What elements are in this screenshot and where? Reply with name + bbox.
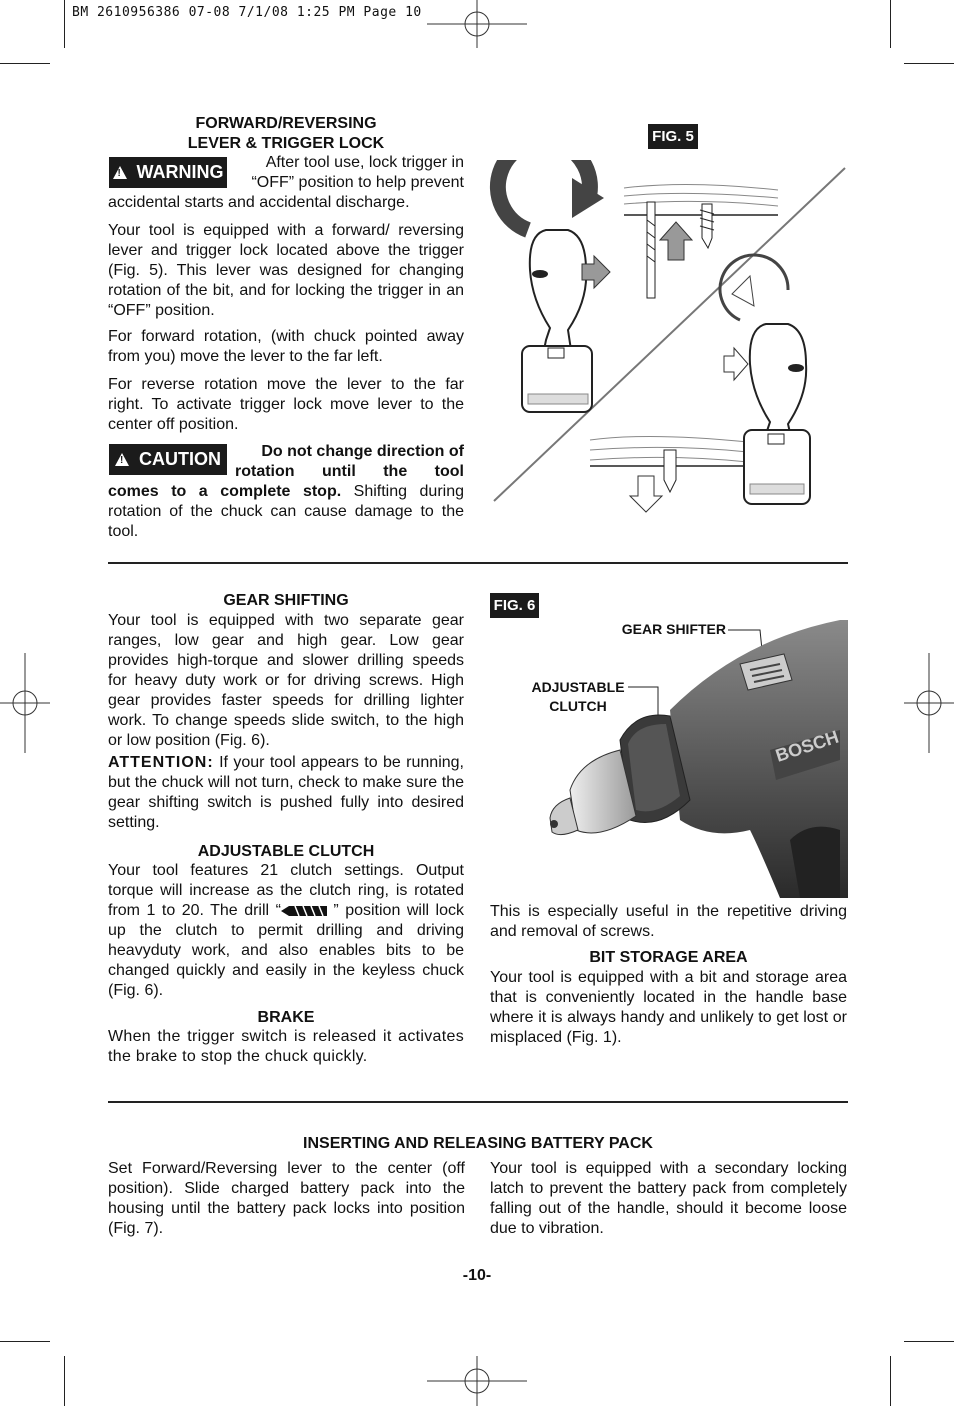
warning-line2: “OFF” position to help prevent — [251, 174, 464, 191]
drill-mode-icon — [281, 905, 327, 917]
gear-title: GEAR SHIFTING — [223, 592, 349, 609]
bit-storage-paragraph: Your tool is equipped with a bit and storage area that is conveniently located in the handle base where it is always handy and unlikely to get lost or misplaced (Fig. 1). — [490, 969, 847, 1046]
caution-triangle-icon: ! — [115, 453, 129, 466]
bosch-logo: BOSCH — [773, 726, 842, 766]
battery-right-paragraph: Your tool is equipped with a secondary locking latch to prevent the battery pack from completely falling out of the handle, should it become loose due to vibration. — [490, 1160, 847, 1237]
warning-line3: accidental starts and accidental discharge. — [108, 194, 410, 211]
caution-line1: Do not change direction of — [261, 443, 464, 460]
battery-left-paragraph: Set Forward/Reversing lever to the center (off position). Slide charged battery pack into the housing until the battery pack locks into position (Fig. 7). — [108, 1160, 465, 1237]
attention-text: If your tool appears to be running, but the chuck will not turn, check to make sure the gear shifting switch is pushed fully into desired setting. — [108, 754, 464, 831]
attention-label: ATTENTION: — [108, 754, 214, 771]
page-number: -10- — [462, 1267, 492, 1284]
battery-title: INSERTING AND RELEASING BATTERY PACK — [303, 1135, 653, 1152]
fig5-label: FIG. 5 — [648, 124, 698, 149]
warning-line1: After tool use, lock trigger in — [265, 154, 464, 171]
gear-paragraph: Your tool is equipped with two separate gear ranges, low gear and high gear. Low gear provides high-torque and slower drilling speeds for heavy duty work or for driving screws. High gear provides faster speeds for drilling lighter work. To change speeds slide switch, to the high or low position (Fig. 6). — [108, 612, 464, 749]
caution-line3 — [108, 482, 464, 502]
clutch-title: ADJUSTABLE CLUTCH — [197, 843, 375, 860]
adjustable-clutch-label-2: CLUTCH — [549, 698, 607, 714]
caution-line3-rest: Shifting during — [341, 483, 464, 500]
forward-paragraph-1: Your tool is equipped with a forward/ reversing lever and trigger lock located above the trigger (Fig. 5). This lever was designed for changing rotation of the bit, and for locking the trigger in an “OFF” position. — [108, 222, 464, 319]
brake-paragraph: When the trigger switch is released it activates the brake to stop the chuck quickly. — [108, 1028, 464, 1065]
clutch-text-a: Your tool features 21 clutch settings. Output torque will increase as the clutch ring, is rotated from 1 to 20. The drill “ — [108, 862, 464, 919]
print-header: BM 2610956386 07-08 7/1/08 1:25 PM Page 10 — [72, 5, 422, 20]
caution-rest: rotation of the chuck can cause damage to the tool. — [108, 503, 464, 540]
brake-title: BRAKE — [257, 1009, 315, 1026]
adjustable-clutch-label-1: ADJUSTABLE — [531, 679, 625, 695]
caution-badge — [109, 444, 227, 475]
section-divider-1 — [108, 562, 848, 564]
attention-paragraph — [108, 753, 464, 833]
forward-title-line1: FORWARD/REVERSING — [195, 115, 377, 132]
warning-label: WARNING — [136, 162, 224, 182]
bit-storage-title: BIT STORAGE AREA — [589, 949, 748, 966]
caution-line2: rotation until the tool — [235, 463, 464, 480]
caution-line3-bold: comes to a complete stop. — [108, 483, 342, 500]
repetitive-paragraph: This is especially useful in the repetitive driving and removal of screws. — [490, 903, 847, 940]
clutch-paragraph — [108, 861, 464, 1001]
clutch-text-b: ” position will lock up the clutch to permit drilling and driving heavyduty work, and also enables bits to be changed quickly and easily in the keyless chuck (Fig. 6). — [108, 902, 464, 999]
forward-paragraph-2: For forward rotation, (with chuck pointed away from you) move the lever to the far left. — [108, 328, 464, 365]
gear-shifter-label: GEAR SHIFTER — [621, 621, 726, 637]
fig5-drill-illustration — [488, 160, 854, 520]
forward-title-line2: LEVER & TRIGGER LOCK — [187, 135, 385, 152]
fig6-label: FIG. 6 — [490, 593, 539, 618]
warning-badge — [109, 157, 227, 188]
caution-label: CAUTION — [139, 449, 221, 469]
fig6-drill-illustration — [540, 620, 848, 900]
forward-paragraph-3: For reverse rotation move the lever to the far right. To activate trigger lock move lever to the center off position. — [108, 376, 464, 433]
section-divider-2 — [108, 1101, 848, 1103]
warning-triangle-icon: ! — [113, 166, 127, 179]
